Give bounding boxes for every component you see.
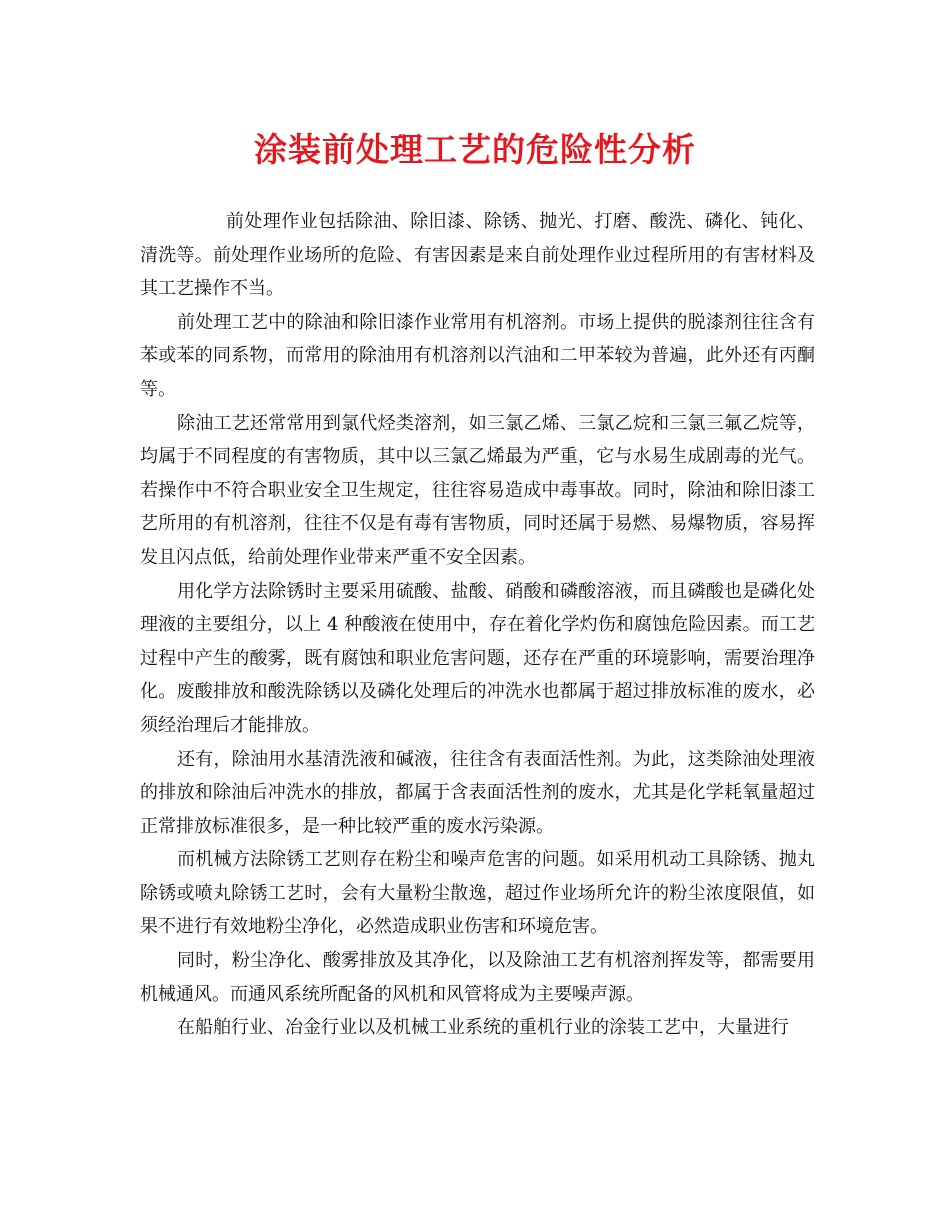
paragraph-8: 在船舶行业、冶金行业以及机械工业系统的重机行业的涂装工艺中，大量进行 xyxy=(177,1017,789,1039)
paragraph-7: 同时，粉尘净化、酸雾排放及其净化，以及除油工艺有机溶剂挥发等，都需要用机械通风。而通风系统所配备的风机和风管将成为主要噪声源。 xyxy=(140,950,815,1005)
paragraph-1: 前处理作业包括除油、除旧漆、除锈、抛光、打磨、酸洗、磷化、钝化、清洗等。前处理作业场所的危险、有害因素是来自前处理作业过程所用的有害材料及其工艺操作不当。 xyxy=(140,211,815,300)
paragraph-3: 除油工艺还常常用到氯代烃类溶剂，如三氯乙烯、三氯乙烷和三氯三氟乙烷等，均属于不同程度的有害物质，其中以三氯乙烯最为严重，它与水易生成剧毒的光气。若操作中不符合职业安全卫生规定，往往容易造成中毒事故。同时，除油和除旧漆工艺所用的有机溶剂，往往不仅是有毒有害物质，同时还属于易燃、易爆物质，容易挥发且闪点低，给前处理作业带来严重不安全因素。 xyxy=(140,412,815,568)
paragraph-4: 用化学方法除锈时主要采用硫酸、盐酸、硝酸和磷酸溶液，而且磷酸也是磷化处理液的主要组分，以上 4 种酸液在使用中，存在着化学灼伤和腐蚀危险因素。而工艺过程中产生的酸雾，既有腐蚀和职业危害问题，还存在严重的环境影响，需要治理净化。废酸排放和酸洗除锈以及磷化处理后的冲洗水也都属于超过排放标准的废水，必须经治理后才能排放。 xyxy=(140,580,815,736)
paragraph-5: 还有，除油用水基清洗液和碱液，往往含有表面活性剂。为此，这类除油处理液的排放和除油后冲洗水的排放，都属于含表面活性剂的废水，尤其是化学耗氧量超过正常排放标准很多，是一种比较严重的废水污染源。 xyxy=(140,748,815,837)
document-title: 涂装前处理工艺的危险性分析 xyxy=(254,130,696,169)
paragraph-2: 前处理工艺中的除油和除旧漆作业常用有机溶剂。市场上提供的脱漆剂往往含有苯或苯的同系物，而常用的除油用有机溶剂以汽油和二甲苯较为普遍，此外还有丙酮等。 xyxy=(140,311,815,400)
document-body xyxy=(140,205,815,1045)
paragraph-6: 而机械方法除锈工艺则存在粉尘和噪声危害的问题。如采用机动工具除锈、抛丸除锈或喷丸除锈工艺时，会有大量粉尘散逸，超过作业场所允许的粉尘浓度限值，如果不进行有效地粉尘净化，必然造成职业伤害和环境危害。 xyxy=(140,849,815,938)
